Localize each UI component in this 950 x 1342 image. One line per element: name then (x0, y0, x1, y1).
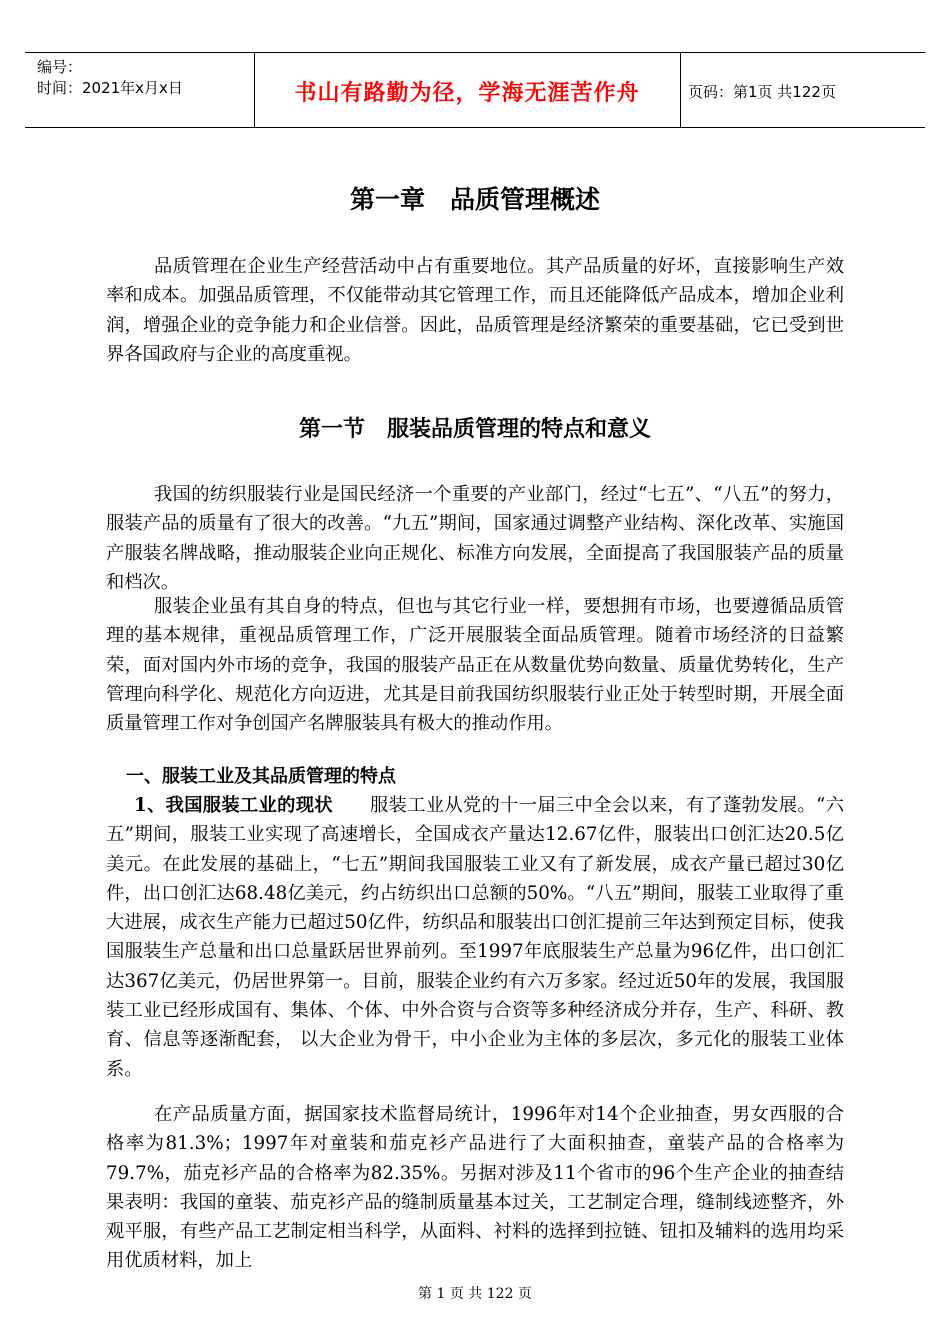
header-meta (37, 57, 183, 99)
industry-status-text: 服装工业从党的十一届三中全会以来，有了蓬勃发展。“六五”期间，服装工业实现了高速增长，全国成衣产量达12.67亿件，服装出口创汇达20.5亿美元。在此发展的基础上，“七五”期间我国服装工业又有了新发展，成衣产量已超过30亿件，出口创汇达68.48亿美元，约占纺织出口总额的50%。“八五”期间，服装工业取得了重大进展，成衣生产能力已超过50亿件，纺织品和服装出口创汇提前三年达到预定目标，使我国服装生产总量和出口总量跃居世界前列。至1997年底服装生产总量为96亿件，出口创汇达367亿美元，仍居世界第一。目前，服装企业约有六万多家。经过近50年的发展，我国服装工业已经形成国有、集体、个体、中外合资与合资等多种经济成分并存，生产、科研、教育、信息等逐渐配套， 以大企业为骨干，中小企业为主体的多层次，多元化的服装工业体系。 (106, 795, 844, 1080)
industry-status-paragraph (106, 791, 844, 1084)
subheading: 一、服装工业及其品质管理的特点 (126, 766, 396, 787)
quality-paragraph: 在产品质量方面，据国家技术监督局统计，1996年对14个企业抽查，男女西服的合格率为81.3%；1997年对童装和茄克衫产品进行了大面积抽查，童装产品的合格率为79.7%，茄克衫产品的合格率为82.35%。另据对涉及11个省市的96个生产企业的抽查结果表明：我国的童装、茄克衫产品的缝制质量基本过关，工艺制定合理，缝制线迹整齐，外观平服，有些产品工艺制定相当科学，从面料、衬料的选择到拉链、钮扣及辅料的选用均采用优质材料，加上 (106, 1104, 844, 1272)
body-paragraph: 我国的纺织服装行业是国民经济一个重要的产业部门，经过“七五”、“八五”的努力，服装产品的质量有了很大的改善。“九五”期间，国家通过调整产业结构、深化改革、实施国产服装名牌战略，推动服装企业向正规化、标准方向发展，全面提高了我国服装产品的质量和档次。 (106, 484, 844, 593)
industry-status-heading: 1、我国服装工业的现状 (134, 795, 333, 816)
section-title: 第一节 服装品质管理的特点和意义 (298, 417, 651, 442)
header-divider (680, 53, 681, 127)
header-motto: 书山有路勤为径，学海无涯苦作舟 (294, 80, 640, 106)
body-paragraph: 服装企业虽有其自身的特点，但也与其它行业一样，要想拥有市场，也要遵循品质管理的基本规律，重视品质管理工作，广泛开展服装全面品质管理。随着市场经济的日益繁荣，面对国内外市场的竞争，我国的服装产品正在从数量优势向数量、质量优势转化，生产管理向科学化、规范化方向迈进，尤其是目前我国纺织服装行业正处于转型时期，开展全面质量管理工作对争创国产名牌服装具有极大的推动作用。 (106, 596, 844, 735)
document-time-label: 时间：2021年x月x日 (37, 79, 183, 97)
intro-paragraph: 品质管理在企业生产经营活动中占有重要地位。其产品质量的好坏，直接影响生产效率和成本。加强品质管理，不仅能带动其它管理工作，而且还能降低产品成本，增加企业利润，增强企业的竞争能力和企业信誉。因此，品质管理是经济繁荣的重要基础，它已受到世界各国政府与企业的高度重视。 (106, 256, 844, 365)
chapter-title: 第一章 品质管理概述 (349, 185, 600, 214)
spacer (333, 795, 370, 816)
document-number-label: 编号： (37, 58, 83, 76)
page-footer: 第 1 页 共 122 页 (418, 1286, 532, 1302)
page-header (25, 52, 925, 128)
header-page-info: 页码：第1页 共122页 (688, 82, 836, 101)
